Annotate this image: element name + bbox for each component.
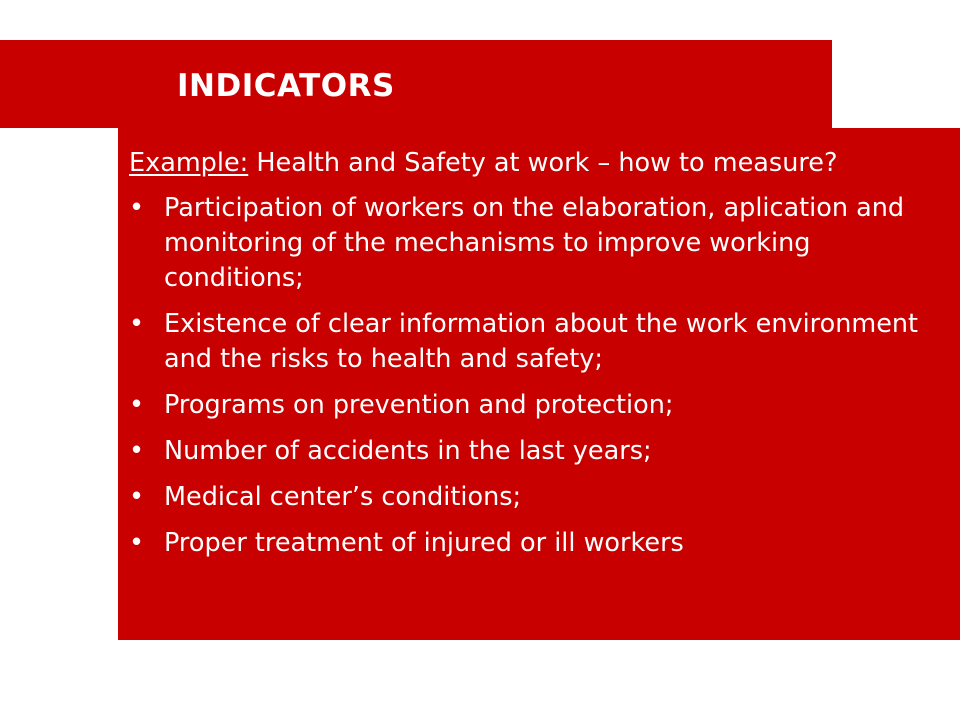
- list-item: [129, 388, 949, 423]
- slide-title: INDICATORS: [177, 68, 395, 104]
- bullet-icon: •: [129, 309, 145, 339]
- bullet-icon: •: [129, 482, 145, 512]
- list-item-text: Medical center’s conditions;: [164, 482, 522, 512]
- list-item-text: Proper treatment of injured or ill workers: [164, 528, 684, 558]
- list-item: [129, 480, 949, 515]
- content-box: [117, 128, 960, 640]
- list-item: [129, 434, 949, 469]
- intro-text: Health and Safety at work – how to measure?: [248, 148, 838, 178]
- list-item-text: Programs on prevention and protection;: [164, 390, 674, 420]
- list-item-text: Participation of workers on the elaboration, aplication and monitoring of the mechanisms to improve working conditions;: [164, 193, 905, 293]
- list-item: [129, 191, 949, 296]
- title-band: [0, 40, 832, 128]
- list-item-text: Existence of clear information about the work environment and the risks to health and safety;: [164, 309, 919, 374]
- indicator-list: [129, 191, 949, 561]
- bullet-icon: •: [129, 390, 145, 420]
- bullet-icon: •: [129, 528, 145, 558]
- list-item: [129, 307, 949, 377]
- bullet-icon: •: [129, 193, 145, 223]
- list-item-text: Number of accidents in the last years;: [164, 436, 652, 466]
- bullet-icon: •: [129, 436, 145, 466]
- intro-line: [129, 146, 949, 181]
- example-label: Example:: [129, 148, 249, 178]
- list-item: [129, 526, 949, 561]
- content-body: [129, 146, 949, 572]
